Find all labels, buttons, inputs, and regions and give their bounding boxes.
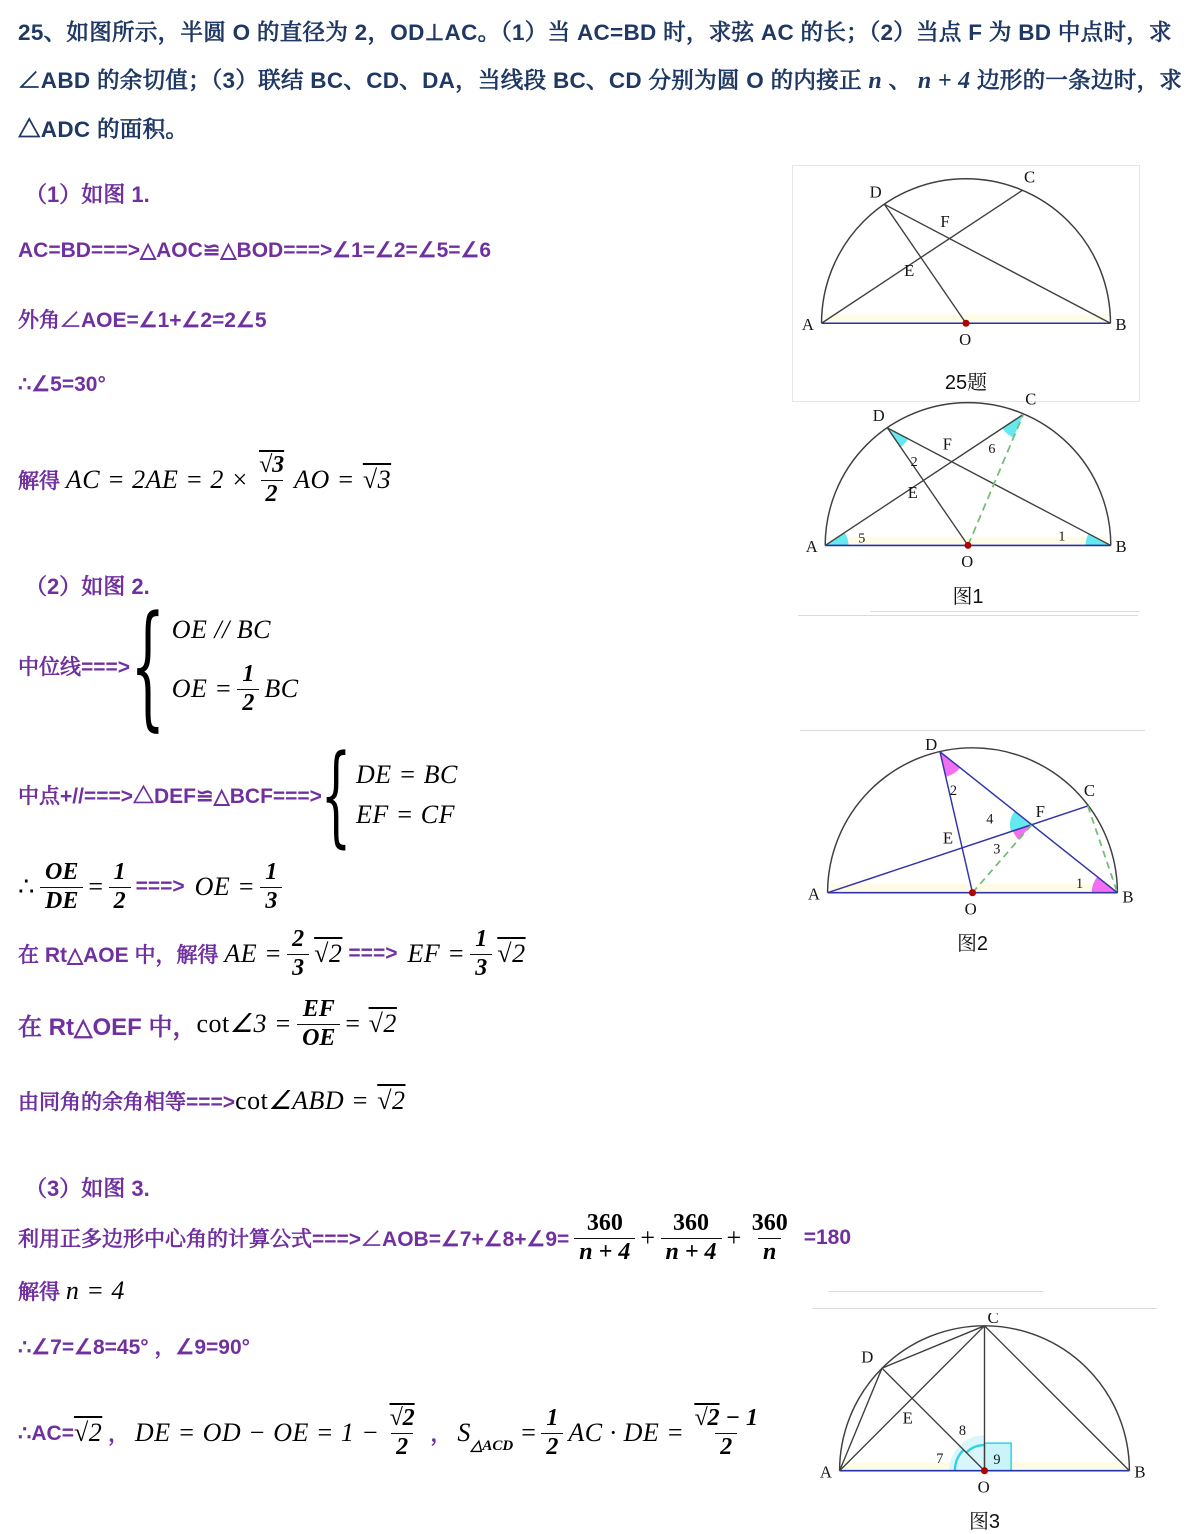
- part1-header: （1）如图 1.: [25, 182, 150, 207]
- problem-text: 、: [882, 67, 918, 93]
- math-var-n: n: [868, 67, 883, 94]
- dashed-OC: [968, 414, 1023, 545]
- chord-AC: [828, 806, 1088, 893]
- point-label-B: B: [1134, 1462, 1146, 1482]
- fraction: $\frac{360}{n + 4}$: [661, 1210, 722, 1266]
- case-line: EF = CF: [355, 799, 455, 829]
- chord-DC: [882, 1326, 985, 1368]
- lead-text: 中点+//===>△DEF≌△BCF===>: [18, 785, 322, 808]
- problem-text: 边形的一条边时，求△ADC 的面积。: [18, 67, 1183, 142]
- fraction: $\frac{1}{3}$: [470, 926, 492, 982]
- lead-text: 在 Rt△AOE 中，解得: [18, 944, 225, 967]
- result-text: =180: [803, 1226, 852, 1249]
- math-text: =: [88, 872, 104, 901]
- problem-statement: [18, 10, 1192, 154]
- math-text: EF =: [407, 939, 466, 968]
- angle-label-9: 9: [993, 1451, 1001, 1468]
- comma: ，: [424, 1423, 458, 1446]
- plus: +: [640, 1223, 656, 1252]
- part3-line2: [18, 1276, 125, 1306]
- left-brace: {: [320, 729, 352, 859]
- math-text: AC · DE =: [568, 1418, 685, 1447]
- point-label-E: E: [907, 482, 918, 502]
- case-column: [172, 615, 299, 717]
- chord-AD: [840, 1368, 882, 1471]
- part1-line3: ∴∠5=30°: [18, 373, 106, 396]
- point-label-F: F: [940, 211, 950, 231]
- dashed-CB: [1088, 806, 1118, 893]
- figure-2-diagram: [800, 735, 1145, 920]
- fraction: $\frac{1}{3}$: [260, 859, 282, 915]
- case-line: DE = BC: [355, 759, 458, 789]
- figure-3: [812, 1308, 1157, 1534]
- point-label-B: B: [1115, 315, 1127, 335]
- chord-AC: [822, 191, 1022, 324]
- radical: √2: [73, 1418, 103, 1447]
- comma: ，: [102, 1423, 135, 1446]
- center-dot: [969, 889, 976, 896]
- lead-text: ∴AC=: [18, 1421, 74, 1445]
- figure-1: [798, 390, 1138, 616]
- radical: √2: [497, 939, 526, 968]
- part1-line1: AC=BD===>△AOC≌△BOD===>∠1=∠2=∠5=∠6: [18, 239, 492, 262]
- angle-label-8: 8: [958, 1423, 967, 1440]
- figure-problem-caption: 25题: [944, 371, 988, 394]
- math-text: OE =: [194, 872, 256, 901]
- part3-line4: [18, 1396, 768, 1470]
- fraction: $\frac{EF}{OE}$: [297, 996, 340, 1052]
- lead-text: 解得: [18, 1281, 66, 1304]
- point-label-C: C: [1025, 390, 1037, 409]
- case-line: OE // BC: [171, 614, 272, 644]
- point-label-O: O: [959, 329, 972, 349]
- point-label-O: O: [961, 551, 974, 571]
- point-label-E: E: [942, 828, 954, 848]
- angle-label-4: 4: [986, 811, 994, 828]
- part1-line2: 外角∠AOE=∠1+∠2=2∠5: [18, 309, 267, 332]
- cot-symbol: cot: [235, 1086, 269, 1115]
- cot-symbol: cot: [196, 1009, 230, 1038]
- subscript: △ACD: [470, 1437, 514, 1454]
- math-text: DE = OD − OE = 1 −: [134, 1418, 380, 1447]
- angle-label-7: 7: [936, 1450, 944, 1467]
- fraction: $\frac{2}{3}$: [287, 926, 309, 982]
- fraction: $\frac{√2}{2}$: [389, 1404, 415, 1460]
- fraction: $\frac{OE}{DE}$: [40, 859, 83, 915]
- angle-label-1: 1: [1075, 875, 1084, 892]
- math-var-n-plus-4: n + 4: [917, 67, 971, 94]
- part2-header: （2）如图 2.: [25, 574, 150, 599]
- radical: √3: [362, 465, 392, 494]
- fraction: $\frac{1}{2}$: [237, 661, 259, 717]
- chord-DB: [884, 204, 1110, 323]
- angle-label-2: 2: [949, 783, 957, 800]
- part2-line6: [18, 1079, 406, 1123]
- angle-label-6: 6: [988, 441, 996, 458]
- part2-line5: [18, 993, 397, 1055]
- arrow: ===>: [348, 942, 398, 965]
- point-label-D: D: [925, 735, 938, 754]
- point-label-B: B: [1122, 887, 1134, 907]
- point-label-C: C: [1083, 781, 1096, 801]
- center-dot: [965, 542, 972, 549]
- math-text: =: [521, 1418, 537, 1447]
- image-edge-artifact: [828, 1291, 1043, 1292]
- lead-text: 利用正多边形中心角的计算公式===>∠AOB=∠7+∠8+∠9=: [18, 1228, 570, 1251]
- semicircle-arc: [825, 403, 1111, 546]
- point-label-B: B: [1115, 537, 1127, 557]
- chord-AC: [825, 414, 1023, 545]
- angle-label-1: 1: [1058, 528, 1066, 545]
- point-label-F: F: [942, 434, 952, 454]
- math-text: AO =: [294, 465, 355, 494]
- cases-group: [130, 586, 299, 745]
- figure-1-diagram: [798, 390, 1138, 573]
- math-text: n = 4: [65, 1276, 125, 1305]
- math-text: ∠3 =: [229, 1009, 293, 1038]
- part1-line4: [18, 438, 391, 522]
- lead-text: 由同角的余角相等===>: [18, 1091, 236, 1114]
- math-text: S: [457, 1418, 471, 1447]
- point-label-C: C: [987, 1313, 999, 1327]
- left-brace: {: [130, 586, 166, 745]
- fraction: $\frac{√3}{2}$: [258, 451, 285, 507]
- point-label-D: D: [872, 406, 885, 426]
- part2-line4: [18, 923, 526, 985]
- figure-2: [800, 730, 1145, 956]
- part3-line1: [18, 1206, 851, 1270]
- plus: +: [726, 1223, 742, 1252]
- radical-numerator: √2 − 1: [694, 1404, 759, 1431]
- radical: √2: [368, 1009, 397, 1038]
- semicircle-arc: [822, 179, 1111, 323]
- point-label-A: A: [805, 537, 818, 557]
- fraction: $\frac{360}{n}$: [751, 1209, 788, 1265]
- part3-header: （3）如图 3.: [25, 1176, 150, 1201]
- problem-text: 25、如图所示，半圆 O 的直径为 2，OD⊥AC。（1）当 AC=BD 时，求弦 AC 的长；（2）当点 F 为 BD 中点时，求∠ABD 的余切值；（3）联结 BC、CD、DA，当线段 BC、CD 分别为圆 O 的内接正: [18, 20, 1172, 93]
- cases-group: [320, 729, 458, 859]
- math-text: =: [345, 1009, 361, 1038]
- radical: √2: [314, 939, 343, 968]
- part2-line2: [18, 729, 458, 859]
- lead-text: 中位线===>: [18, 656, 131, 679]
- fraction: $\frac{√2 - 1}{2}$: [689, 1405, 763, 1461]
- case-column: [356, 760, 458, 830]
- math-text: AE =: [224, 939, 283, 968]
- segment-DO: [887, 428, 968, 546]
- image-edge-artifact: [870, 611, 1140, 612]
- figure-2-caption: 图2: [956, 933, 989, 956]
- point-label-C: C: [1023, 167, 1036, 187]
- figure-problem-diagram: [794, 166, 1138, 351]
- point-label-A: A: [801, 315, 814, 335]
- therefore-symbol: ∴: [18, 872, 36, 901]
- point-label-D: D: [861, 1347, 874, 1367]
- radical: √2: [377, 1086, 406, 1115]
- point-label-E: E: [902, 1408, 913, 1428]
- fraction: $\frac{360}{n + 4}$: [574, 1210, 635, 1266]
- arrow: ===>: [135, 875, 185, 898]
- center-dot: [981, 1467, 988, 1474]
- figure-3-caption: 图3: [968, 1511, 1001, 1534]
- math-text: AC = 2AE = 2 ×: [65, 465, 249, 494]
- point-label-A: A: [819, 1462, 832, 1482]
- angle-label-5: 5: [858, 530, 866, 547]
- point-label-E: E: [904, 261, 915, 281]
- angle-label-3: 3: [993, 841, 1001, 858]
- fraction: $\frac{1}{2}$: [541, 1405, 563, 1461]
- case-line: OE = $\frac{1}{2}$ BC: [171, 660, 299, 716]
- lead-text: 解得: [18, 470, 66, 493]
- figure-1-caption: 图1: [952, 585, 984, 608]
- part3-line3: ∴∠7=∠8=45° ，∠9=90°: [18, 1336, 251, 1359]
- part2-line3: [18, 856, 287, 918]
- figure-problem: [792, 165, 1140, 402]
- chord-DB: [887, 428, 1110, 546]
- fraction: $\frac{1}{2}$: [109, 859, 131, 915]
- math-text: ∠ABD =: [268, 1086, 370, 1115]
- point-label-D: D: [869, 182, 882, 202]
- semicircle-arc: [828, 748, 1118, 893]
- point-label-A: A: [807, 884, 820, 904]
- point-label-O: O: [964, 899, 977, 919]
- point-label-O: O: [977, 1477, 990, 1497]
- comma: ，: [172, 1013, 197, 1041]
- chord-DB: [940, 752, 1117, 893]
- point-label-F: F: [1035, 801, 1045, 821]
- center-dot: [962, 320, 969, 327]
- angle-label-2: 2: [910, 453, 918, 470]
- segment-DO: [884, 204, 966, 323]
- segment-DO: [882, 1368, 985, 1471]
- lead-text: 在 Rt△OEF 中: [18, 1013, 173, 1041]
- figure-3-diagram: [812, 1313, 1157, 1498]
